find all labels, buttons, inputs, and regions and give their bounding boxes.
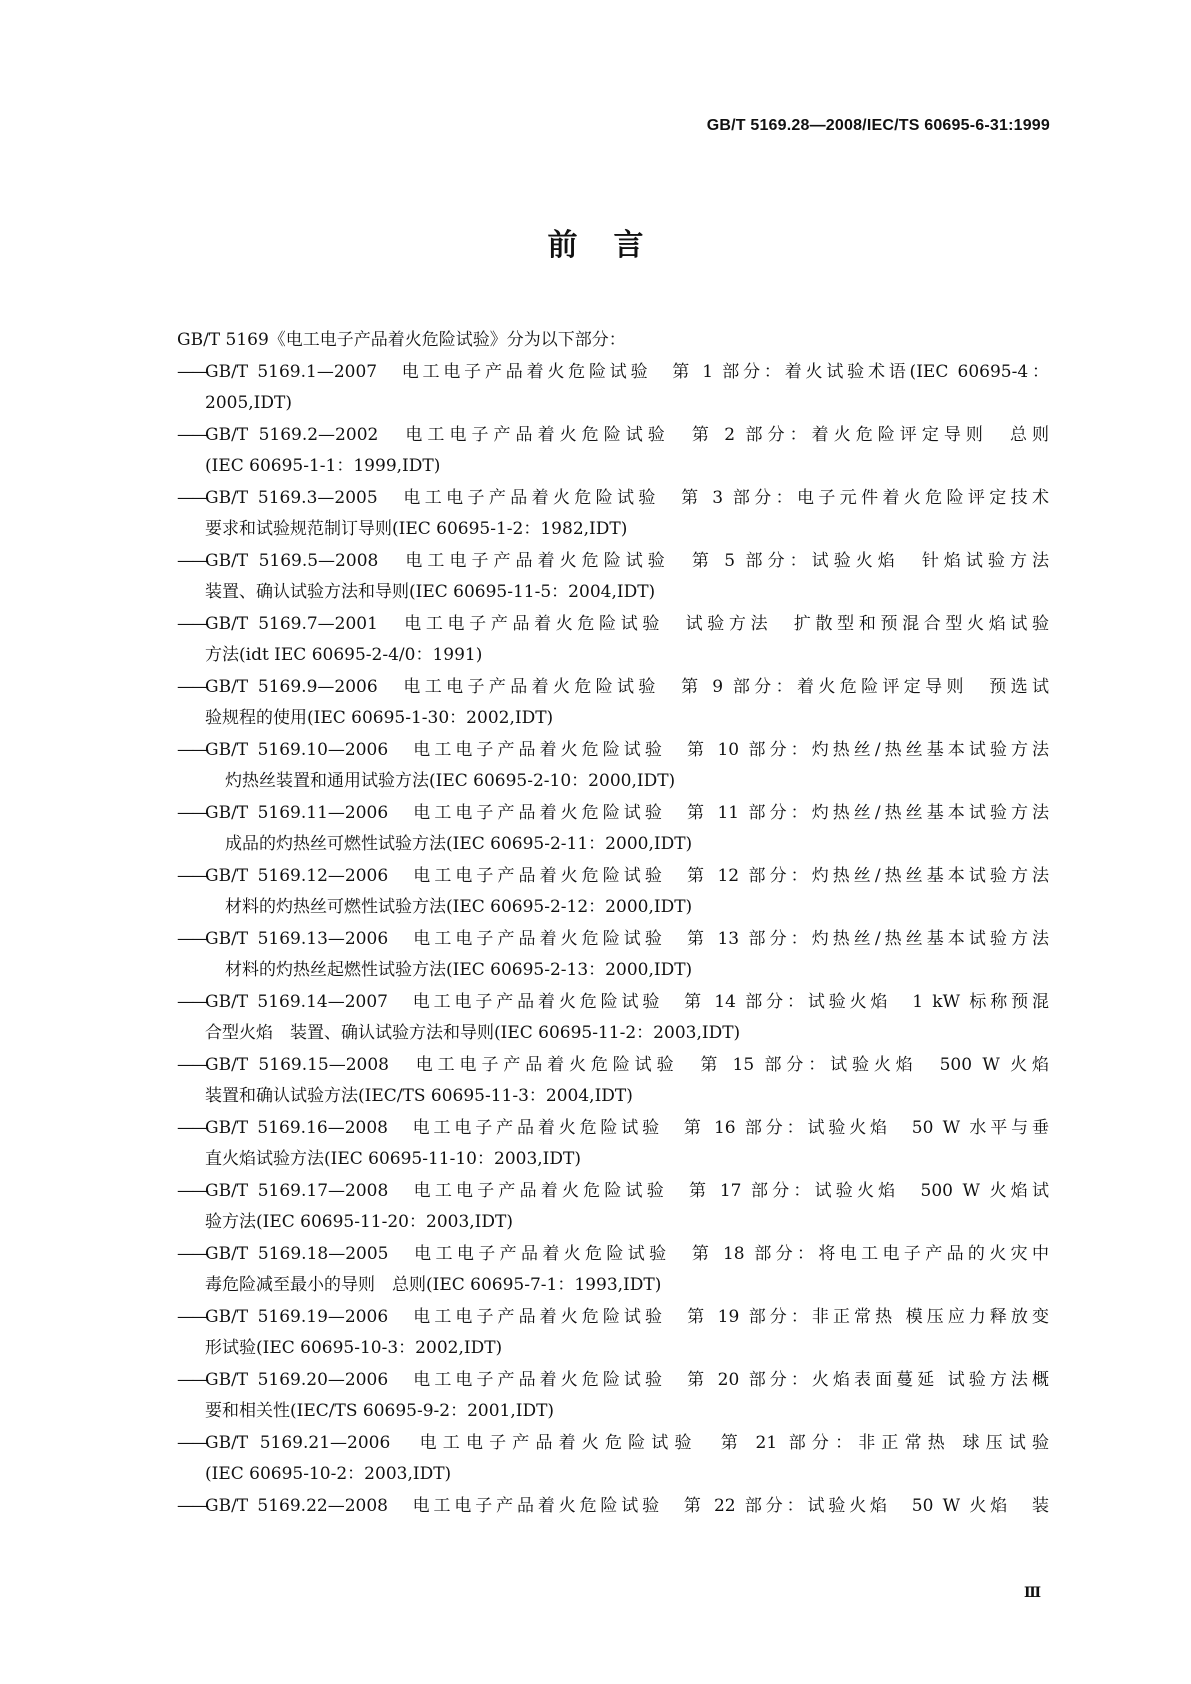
standard-entry-continuation: 毒危险减至最小的导则 总则(IEC 60695-7-1：1993,IDT) xyxy=(205,1275,662,1295)
list-dash: —— xyxy=(177,1306,207,1327)
standard-entry-line: GB/T 5169.10—2006 电工电子产品着火危险试验 第 10 部分：灼热丝/热丝基本试验方法 xyxy=(205,739,1049,760)
standard-list-item xyxy=(177,987,1049,1050)
standard-entry-line: GB/T 5169.1—2007 电工电子产品着火危险试验 第 1 部分：着火试验术语(IEC 60695-4： xyxy=(205,361,1049,382)
document-body xyxy=(177,325,1049,1522)
standard-entry-continuation: 形试验(IEC 60695-10-3：2002,IDT) xyxy=(205,1338,503,1358)
standard-entry-continuation: 要和相关性(IEC/TS 60695-9-2：2001,IDT) xyxy=(205,1401,555,1421)
standard-entry-continuation: 要求和试验规范制订导则(IEC 60695-1-2：1982,IDT) xyxy=(205,519,628,539)
standard-list-item xyxy=(177,357,1049,420)
standard-entry-continuation: (IEC 60695-10-2：2003,IDT) xyxy=(205,1464,452,1484)
page-number: Ⅲ xyxy=(1023,1585,1041,1601)
list-dash: —— xyxy=(177,676,207,697)
standard-entry-line: GB/T 5169.18—2005 电工电子产品着火危险试验 第 18 部分：将电工电子产品的火灾中 xyxy=(205,1243,1049,1264)
list-dash: —— xyxy=(177,550,207,571)
list-dash: —— xyxy=(177,1369,207,1390)
standards-list xyxy=(177,357,1049,1523)
standard-list-item xyxy=(177,1176,1049,1239)
standard-entry-line: GB/T 5169.22—2008 电工电子产品着火危险试验 第 22 部分：试验火焰 50 W 火焰 装 xyxy=(205,1495,1049,1516)
standard-list-item xyxy=(177,1050,1049,1113)
standard-list-item xyxy=(177,861,1049,924)
standard-entry-line: GB/T 5169.2—2002 电工电子产品着火危险试验 第 2 部分：着火危险评定导则 总则 xyxy=(205,424,1049,445)
standard-list-item xyxy=(177,1491,1049,1523)
standard-entry-continuation: 灼热丝装置和通用试验方法(IEC 60695-2-10：2000,IDT) xyxy=(225,771,676,791)
standard-list-item xyxy=(177,1113,1049,1176)
standard-list-item xyxy=(177,1428,1049,1491)
standard-list-item xyxy=(177,924,1049,987)
list-dash: —— xyxy=(177,487,207,508)
list-dash: —— xyxy=(177,424,207,445)
page-title: 前言 xyxy=(547,228,680,263)
standard-entry-line: GB/T 5169.5—2008 电工电子产品着火危险试验 第 5 部分：试验火焰 针焰试验方法 xyxy=(205,550,1049,571)
standard-entry-continuation: 材料的灼热丝可燃性试验方法(IEC 60695-2-12：2000,IDT) xyxy=(225,897,693,917)
standard-entry-line: GB/T 5169.13—2006 电工电子产品着火危险试验 第 13 部分：灼热丝/热丝基本试验方法 xyxy=(205,928,1049,949)
standard-list-item xyxy=(177,609,1049,672)
standard-list-item xyxy=(177,1239,1049,1302)
standard-entry-line: GB/T 5169.7—2001 电工电子产品着火危险试验 试验方法 扩散型和预混合型火焰试验 xyxy=(205,613,1049,634)
list-dash: —— xyxy=(177,1117,207,1138)
standard-list-item xyxy=(177,1302,1049,1365)
standard-entry-continuation: 验方法(IEC 60695-11-20：2003,IDT) xyxy=(205,1212,513,1232)
list-dash: —— xyxy=(177,865,207,886)
list-dash: —— xyxy=(177,613,207,634)
standard-entry-continuation: 验规程的使用(IEC 60695-1-30：2002,IDT) xyxy=(205,708,554,728)
standard-entry-line: GB/T 5169.21—2006 电工电子产品着火危险试验 第 21 部分：非正常热 球压试验 xyxy=(205,1432,1049,1453)
standard-entry-line: GB/T 5169.3—2005 电工电子产品着火危险试验 第 3 部分：电子元件着火危险评定技术 xyxy=(205,487,1049,508)
standard-entry-continuation: 装置、确认试验方法和导则(IEC 60695-11-5：2004,IDT) xyxy=(205,582,656,602)
standard-entry-continuation: 成品的灼热丝可燃性试验方法(IEC 60695-2-11：2000,IDT) xyxy=(225,834,693,854)
standard-list-item xyxy=(177,546,1049,609)
list-dash: —— xyxy=(177,1432,207,1453)
standard-entry-line: GB/T 5169.12—2006 电工电子产品着火危险试验 第 12 部分：灼热丝/热丝基本试验方法 xyxy=(205,865,1049,886)
list-dash: —— xyxy=(177,991,207,1012)
list-dash: —— xyxy=(177,1243,207,1264)
standard-list-item xyxy=(177,672,1049,735)
standard-entry-line: GB/T 5169.20—2006 电工电子产品着火危险试验 第 20 部分：火焰表面蔓延 试验方法概 xyxy=(205,1369,1049,1390)
standard-entry-continuation: 直火焰试验方法(IEC 60695-11-10：2003,IDT) xyxy=(205,1149,581,1169)
list-dash: —— xyxy=(177,739,207,760)
standard-entry-continuation: 2005,IDT) xyxy=(205,393,292,413)
standard-list-item xyxy=(177,483,1049,546)
list-dash: —— xyxy=(177,1180,207,1201)
standard-entry-line: GB/T 5169.15—2008 电工电子产品着火危险试验 第 15 部分：试验火焰 500 W 火焰 xyxy=(205,1054,1049,1075)
standard-entry-line: GB/T 5169.14—2007 电工电子产品着火危险试验 第 14 部分：试验火焰 1 kW 标称预混 xyxy=(205,991,1049,1012)
standard-list-item xyxy=(177,1365,1049,1428)
list-dash: —— xyxy=(177,802,207,823)
standard-entry-continuation: 装置和确认试验方法(IEC/TS 60695-11-3：2004,IDT) xyxy=(205,1086,633,1106)
list-dash: —— xyxy=(177,361,207,382)
standard-entry-continuation: 合型火焰 装置、确认试验方法和导则(IEC 60695-11-2：2003,IDT) xyxy=(205,1023,741,1043)
standard-list-item xyxy=(177,420,1049,483)
list-dash: —— xyxy=(177,928,207,949)
standard-entry-line: GB/T 5169.9—2006 电工电子产品着火危险试验 第 9 部分：着火危险评定导则 预选试 xyxy=(205,676,1049,697)
standard-entry-line: GB/T 5169.16—2008 电工电子产品着火危险试验 第 16 部分：试验火焰 50 W 水平与垂 xyxy=(205,1117,1049,1138)
standard-entry-continuation: 方法(idt IEC 60695-2-4/0：1991) xyxy=(205,645,483,665)
list-dash: —— xyxy=(177,1054,207,1075)
standard-list-item xyxy=(177,735,1049,798)
standard-entry-line: GB/T 5169.17—2008 电工电子产品着火危险试验 第 17 部分：试验火焰 500 W 火焰试 xyxy=(205,1180,1049,1201)
list-dash: —— xyxy=(177,1495,207,1516)
standard-list-item xyxy=(177,798,1049,861)
standard-entry-continuation: 材料的灼热丝起燃性试验方法(IEC 60695-2-13：2000,IDT) xyxy=(225,960,693,980)
intro-paragraph: GB/T 5169《电工电子产品着火危险试验》分为以下部分： xyxy=(177,330,626,350)
standard-entry-line: GB/T 5169.19—2006 电工电子产品着火危险试验 第 19 部分：非正常热 模压应力释放变 xyxy=(205,1306,1049,1327)
standard-entry-line: GB/T 5169.11—2006 电工电子产品着火危险试验 第 11 部分：灼热丝/热丝基本试验方法 xyxy=(205,802,1049,823)
standard-code-header: GB/T 5169.28—2008/IEC/TS 60695-6-31:1999 xyxy=(706,117,1050,134)
standard-entry-continuation: (IEC 60695-1-1：1999,IDT) xyxy=(205,456,441,476)
